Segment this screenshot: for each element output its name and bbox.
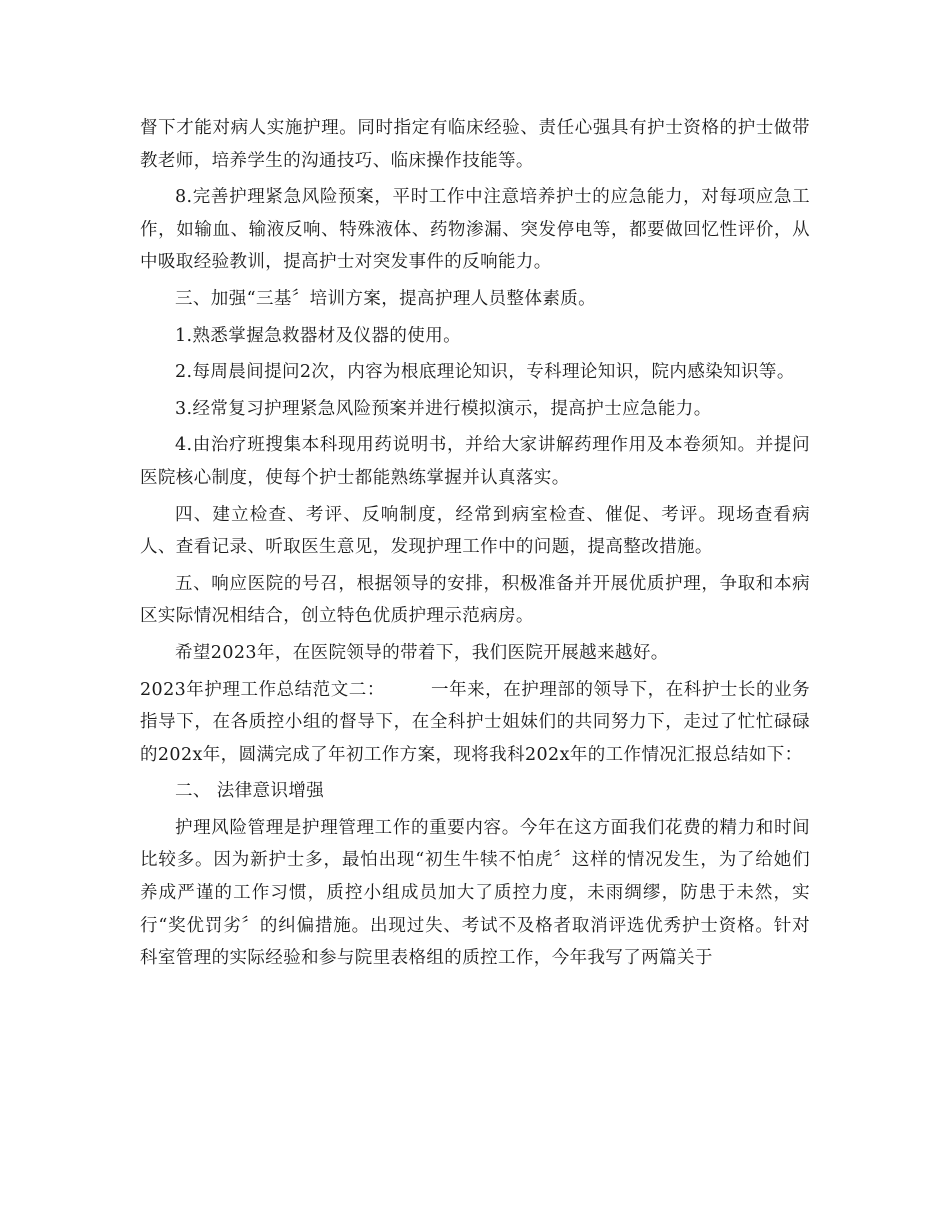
section-two-intro: 一年来，在护理部的领导下，在科护士长的业务指导下，在各质控小组的督导下，在全科护士姐妹们的共同努力下，走过了忙忙碌碌的202x年，圆满完成了年初工作方案，现将我科202x年的工作情况汇报总结如下： xyxy=(140,679,810,765)
section-two-paragraph xyxy=(140,674,810,772)
heading-section-five: 五、响应医院的号召，根据领导的安排，积极准备并开展优质护理，争取和本病区实际情况相结合，创立特色优质护理示范病房。 xyxy=(140,573,810,627)
paragraph-item-8: 8.完善护理紧急风险预案，平时工作中注意培养护士的应急能力，对每项应急工作，如输血、输液反响、特殊液体、药物渗漏、突发停电等，都要做回忆性评价，从中吸取经验教训，提高护士对突发事件的反响能力。 xyxy=(140,187,810,273)
list-item-3: 3.经常复习护理紧急风险预案并进行模拟演示，提高护士应急能力。 xyxy=(175,398,712,419)
list-item-1: 1.熟悉掌握急救器材及仪器的使用。 xyxy=(175,325,461,346)
paragraph-continuation: 督下才能对病人实施护理。同时指定有临床经验、责任心强具有护士资格的护士做带教老师，培养学生的沟通技巧、临床操作技能等。 xyxy=(140,118,810,171)
heading-section-three: 三、加强“三基〞培训方案，提高护理人员整体素质。 xyxy=(175,288,597,309)
list-item-2: 2.每周晨间提问2次，内容为根底理论知识，专科理论知识，院内感染知识等。 xyxy=(175,362,795,383)
paragraph-risk-management: 护理风险管理是护理管理工作的重要内容。今年在这方面我们花费的精力和时间比较多。因为新护士多，最怕出现“初生牛犊不怕虎〞这样的情况发生，为了给她们养成严谨的工作习惯，质控小组成员加大了质控力度，未雨绸缪，防患于未然，实行“奖优罚劣〞的纠偏措施。出现过失、考试不及格者取消评选优秀护士资格。针对科室管理的实际经验和参与院里表格组的质控工作，今年我写了两篇关于 xyxy=(140,817,810,969)
list-item-4: 4.由治疗班搜集本科现用药说明书，并给大家讲解药理作用及本卷须知。并提问医院核心制度，使每个护士都能熟练掌握并认真落实。 xyxy=(140,435,810,488)
document-body xyxy=(140,112,810,975)
closing-wish: 希望2023年，在医院领导的带着下，我们医院开展越来越好。 xyxy=(175,642,669,663)
subheading-law-awareness: 二、 法律意识增强 xyxy=(175,781,325,802)
heading-section-four: 四、建立检查、考评、反响制度，经常到病室检查、催促、考评。现场查看病人、查看记录、听取医生意见，发现护理工作中的问题，提高整改措施。 xyxy=(140,504,810,558)
section-two-heading: 2023年护理工作总结范文二： xyxy=(140,679,385,700)
